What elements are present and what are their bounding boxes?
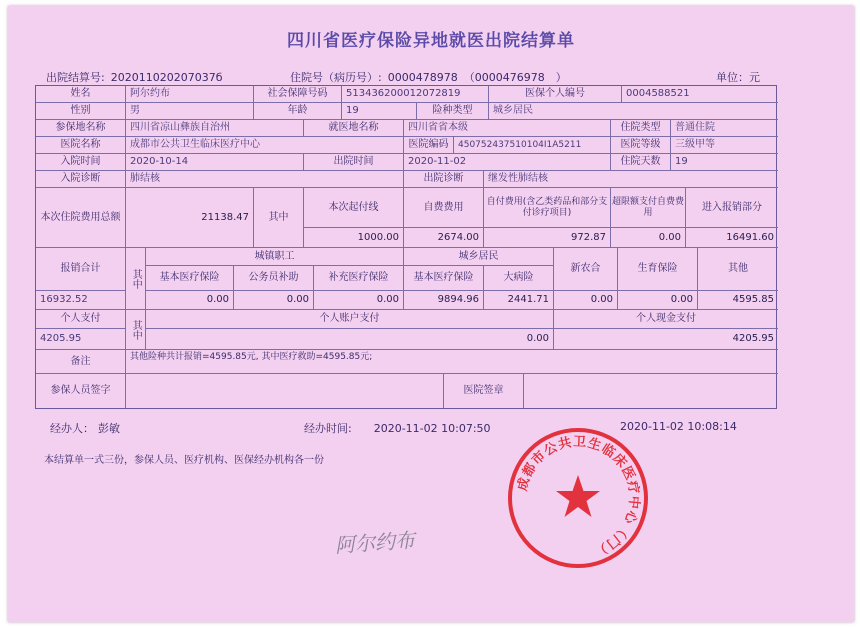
hospital-name: 成都市公共卫生临床医疗中心 (126, 137, 404, 154)
cost-among-label: 其中 (254, 188, 304, 248)
over-limit: 0.00 (611, 228, 686, 248)
secondary-time: 2020-11-02 10:08:14 (620, 420, 737, 433)
patient-name: 阿尔约布 (126, 86, 254, 103)
document-title: 四川省医疗保险异地就医出院结算单 (287, 31, 575, 51)
copies-note: 本结算单一式三份，参保人员、医疗机构、医保经办机构各一份 (44, 455, 324, 466)
reimb-col-label: 生育保险 (618, 248, 698, 291)
reimb-col-label: 新农合 (554, 248, 618, 291)
account-pay: 0.00 (146, 329, 554, 350)
hospital-seal-label: 医院签章 (444, 374, 524, 408)
sex: 男 (126, 103, 254, 120)
handle-time-field (304, 420, 491, 436)
reimb-total-label: 报销合计 (36, 248, 126, 291)
insured-place-label: 参保地名称 (36, 120, 126, 137)
personal-among-label: 其中 (126, 310, 146, 350)
signature-text: 阿尔约布 (334, 527, 416, 558)
handler-name: 彭敏 (98, 422, 120, 435)
settlement-no-field (46, 69, 222, 85)
unit-label: 单位：元 (716, 71, 760, 84)
settlement-no-label: 出院结算号: (46, 71, 105, 84)
handler-field (50, 420, 120, 436)
admission-date-label: 入院时间 (36, 154, 126, 171)
remarks-text: 其他险种共计报销=4595.85元, 其中医疗救助=4595.85元; (126, 350, 778, 374)
admission-no-label: 住院号（病历号）: (290, 71, 382, 84)
reimb-value: 0.00 (234, 291, 314, 310)
reimbursable: 16491.60 (686, 228, 778, 248)
hospital-code: 450752437510104I1A5211 (454, 137, 611, 154)
selfpay-label: 自费费用 (404, 188, 484, 228)
age: 19 (342, 103, 417, 120)
reimb-col-label: 补充医疗保险 (314, 266, 404, 291)
admission-no: 0000478978 (387, 71, 458, 84)
cash-pay-label: 个人现金支付 (554, 310, 778, 329)
total-cost-label: 本次住院费用总额 (36, 188, 126, 248)
hospital-seal-stamp (503, 423, 653, 573)
hospital-name-label: 医院名称 (36, 137, 126, 154)
personal-no: 0004588521 (622, 86, 778, 103)
discharge-diagnosis-label: 出院诊断 (404, 171, 484, 188)
handle-time: 2020-11-02 10:07:50 (373, 422, 491, 435)
insurance-type: 城乡居民 (489, 103, 778, 120)
threshold-label: 本次起付线 (304, 188, 404, 228)
admission-no-alt: （0000476978 ） (463, 71, 567, 84)
star-icon (556, 475, 600, 517)
age-label: 年龄 (254, 103, 342, 120)
partial-pay: 972.87 (484, 228, 611, 248)
insured-signature-label: 参保人员签字 (36, 374, 126, 408)
reimb-col-label: 其他 (698, 248, 778, 291)
urban-employee-label: 城镇职工 (146, 248, 404, 266)
hospital-seal-area (524, 374, 778, 408)
ss-no: 513436200012072819 (342, 86, 489, 103)
reimb-col-label: 大病险 (484, 266, 554, 291)
reimb-total: 16932.52 (36, 291, 126, 310)
hospital-days-label: 住院天数 (611, 154, 671, 171)
remarks-label: 备注 (36, 350, 126, 374)
reimb-value: 0.00 (146, 291, 234, 310)
treatment-place: 四川省省本级 (404, 120, 611, 137)
personal-pay: 4205.95 (36, 329, 126, 350)
reimb-col-label: 基本医疗保险 (404, 266, 484, 291)
stamp-text: 成都市公共卫生临床医疗中心（门） (515, 434, 642, 559)
name-label: 姓名 (36, 86, 126, 103)
personal-pay-label: 个人支付 (36, 310, 126, 329)
reimbursable-label: 进入报销部分 (686, 188, 778, 228)
discharge-date: 2020-11-02 (404, 154, 611, 171)
handler-label: 经办人： (50, 422, 94, 435)
admission-no-field (290, 69, 567, 85)
ss-no-label: 社会保障号码 (254, 86, 342, 103)
account-pay-label: 个人账户支付 (146, 310, 554, 329)
total-cost: 21138.47 (126, 188, 254, 248)
hospital-level-label: 医院等级 (611, 137, 671, 154)
discharge-date-label: 出院时间 (304, 154, 404, 171)
admission-date: 2020-10-14 (126, 154, 304, 171)
personal-no-label: 医保个人编号 (489, 86, 622, 103)
insured-signature-area (126, 374, 444, 408)
settlement-table (35, 85, 777, 409)
reimb-value: 0.00 (314, 291, 404, 310)
reimb-among-label: 其中 (126, 248, 146, 310)
reimb-value: 9894.96 (404, 291, 484, 310)
inpatient-type: 普通住院 (671, 120, 778, 137)
reimb-value: 0.00 (554, 291, 618, 310)
insured-place: 四川省凉山彝族自治州 (126, 120, 304, 137)
discharge-diagnosis: 继发性肺结核 (484, 171, 778, 188)
reimb-col-label: 公务员补助 (234, 266, 314, 291)
inpatient-type-label: 住院类型 (611, 120, 671, 137)
settlement-no: 202011020207037б (110, 71, 223, 84)
reimb-value: 0.00 (618, 291, 698, 310)
admission-diagnosis-label: 入院诊断 (36, 171, 126, 188)
over-limit-label: 超限额支付自费费用 (611, 188, 686, 228)
reimb-col-label: 基本医疗保险 (146, 266, 234, 291)
hospital-level: 三级甲等 (671, 137, 778, 154)
handwritten-signature (331, 524, 421, 560)
admission-diagnosis: 肺结核 (126, 171, 404, 188)
sex-label: 性别 (36, 103, 126, 120)
reimb-value: 4595.85 (698, 291, 778, 310)
partial-pay-label: 自付费用(含乙类药品和部分支付诊疗项目) (484, 188, 611, 228)
settlement-sheet (8, 6, 854, 622)
insurance-type-label: 险种类型 (417, 103, 489, 120)
reimb-value: 2441.71 (484, 291, 554, 310)
hospital-days: 19 (671, 154, 778, 171)
selfpay: 2674.00 (404, 228, 484, 248)
hospital-code-label: 医院编码 (404, 137, 454, 154)
threshold: 1000.00 (304, 228, 404, 248)
rural-resident-label: 城乡居民 (404, 248, 554, 266)
cash-pay: 4205.95 (554, 329, 778, 350)
handle-time-label: 经办时间: (304, 422, 352, 435)
treatment-place-label: 就医地名称 (304, 120, 404, 137)
